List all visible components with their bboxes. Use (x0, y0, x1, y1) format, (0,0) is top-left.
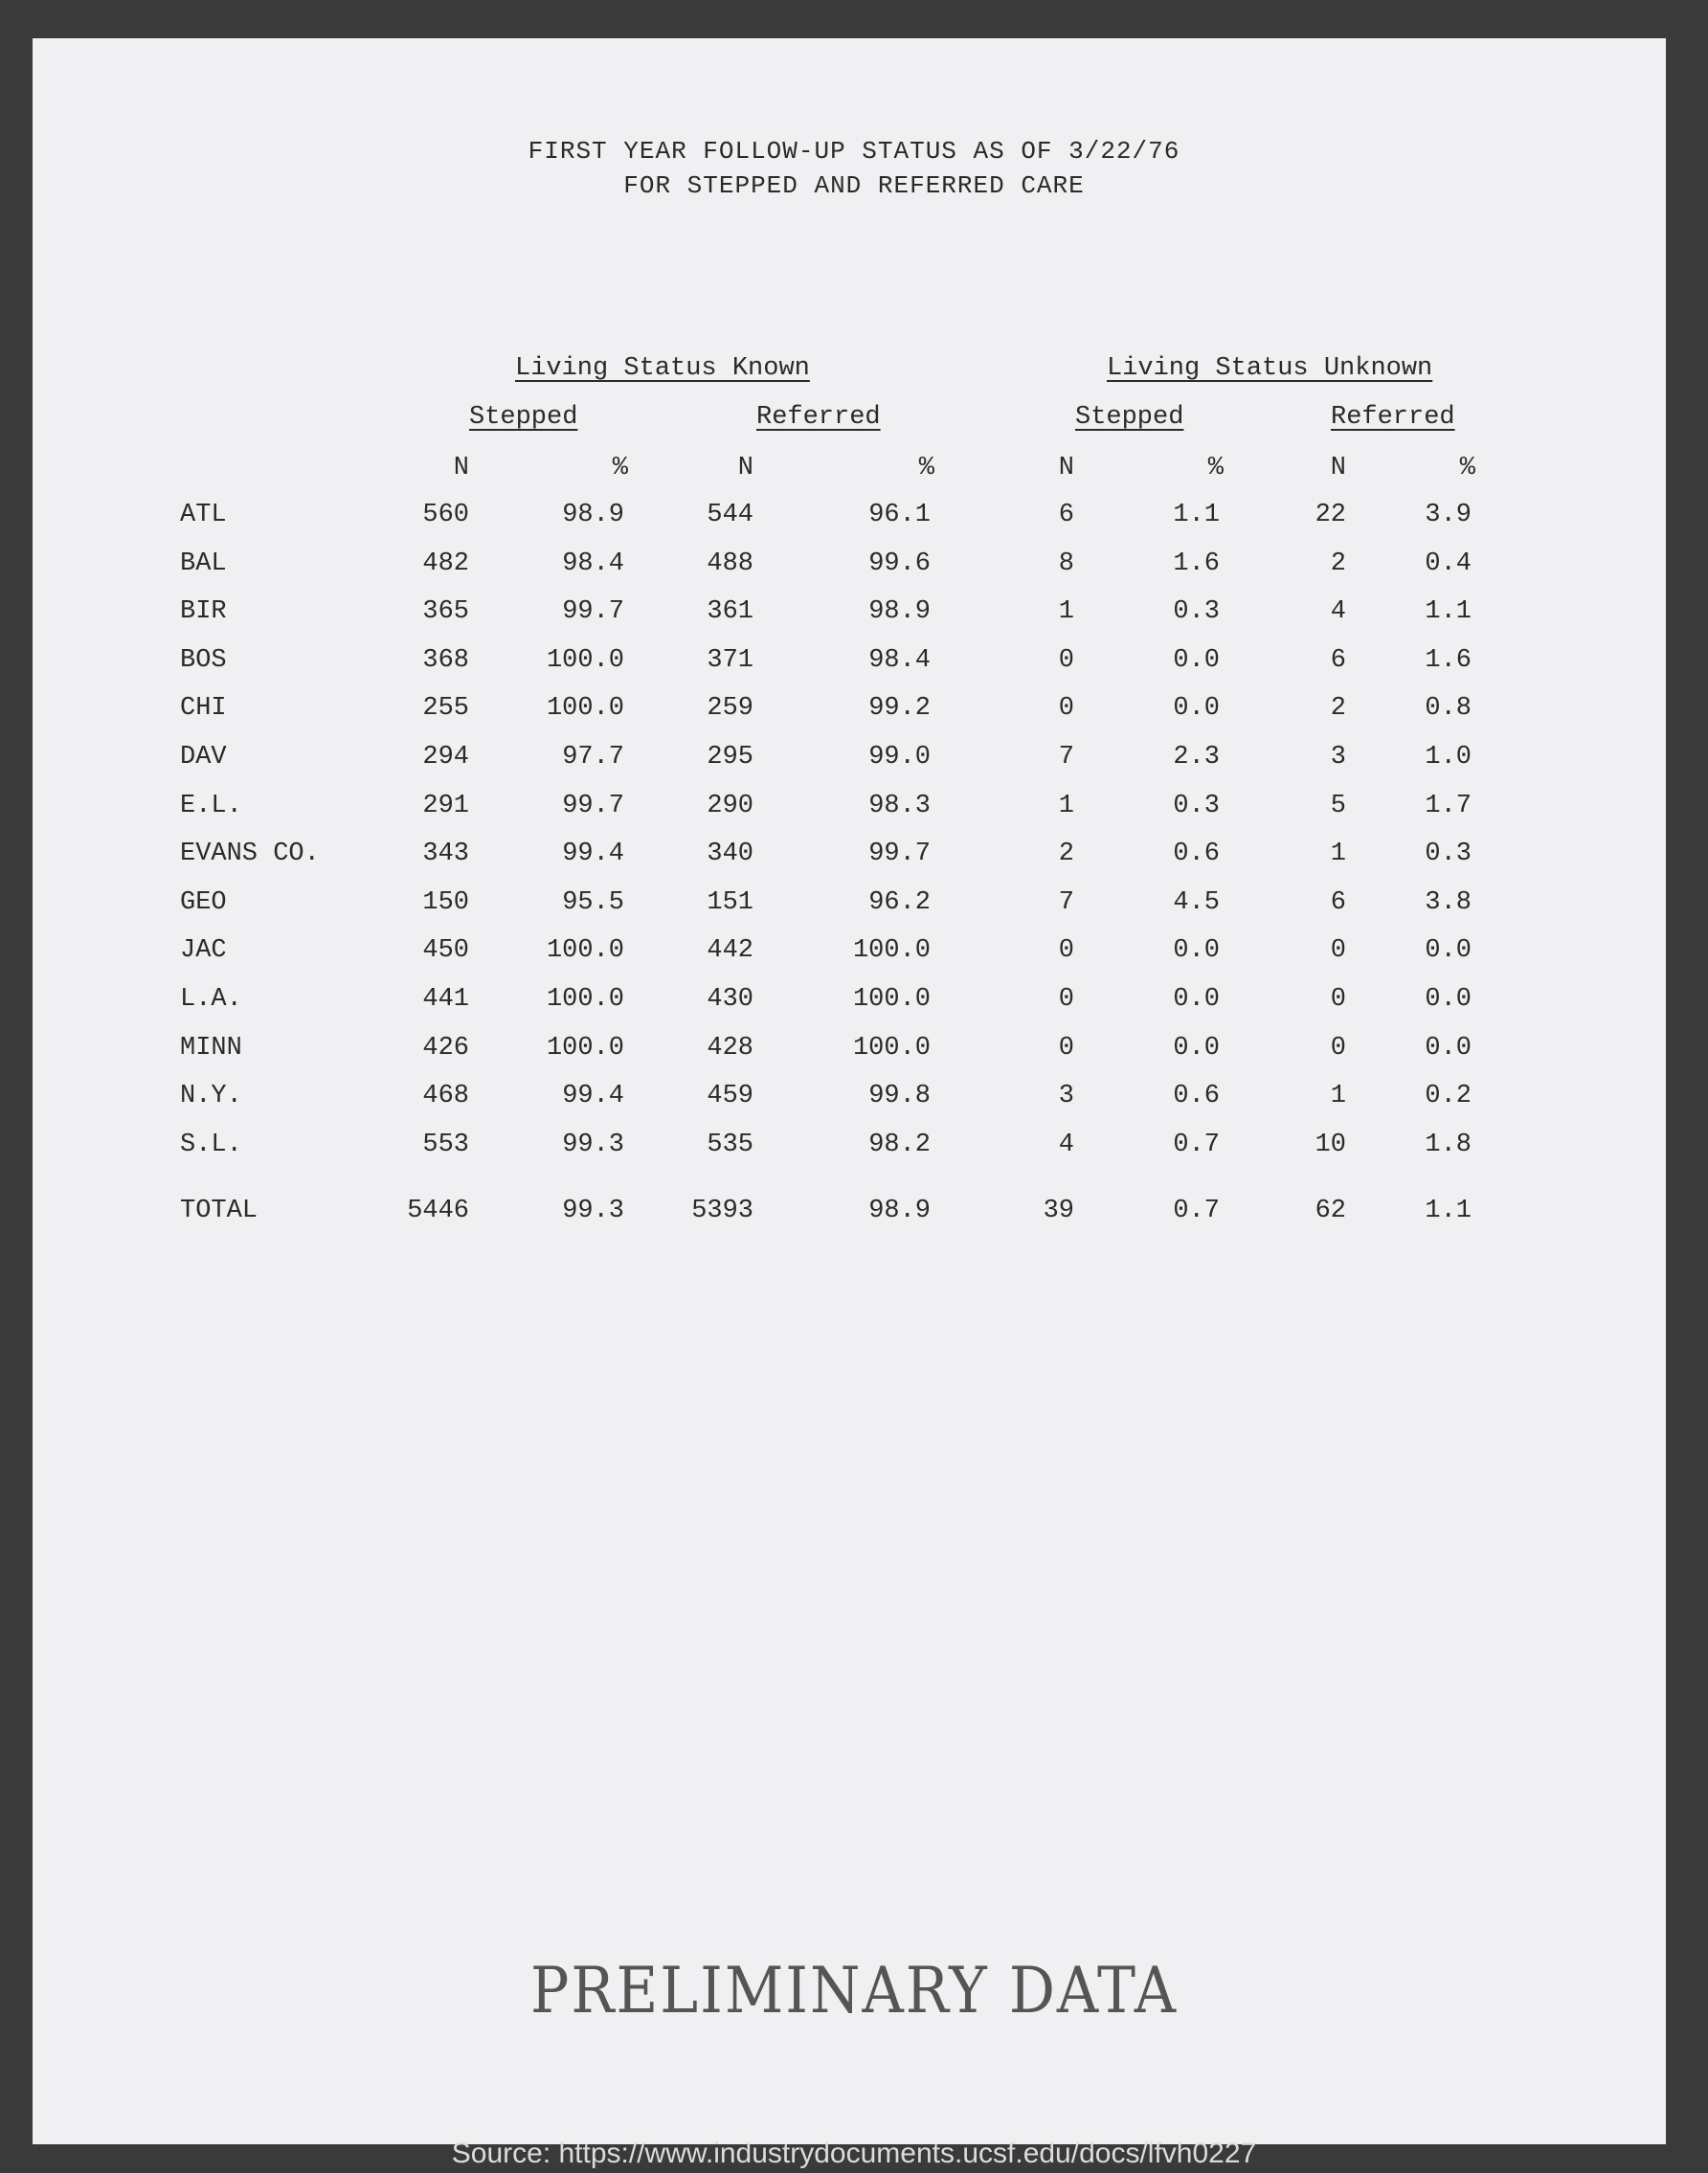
cell-known-stepped-n: 468 (422, 1082, 469, 1111)
cell-unknown-referred-n: 22 (1315, 501, 1346, 529)
cell-known-stepped-n: 294 (422, 743, 469, 772)
cell-unknown-stepped-pct: 0.0 (1173, 936, 1220, 966)
row-label: BIR (180, 597, 227, 627)
cell-known-stepped-n: 441 (422, 985, 469, 1014)
cell-known-stepped-pct: 99.7 (562, 791, 624, 820)
cell-known-stepped-n: 560 (422, 501, 469, 529)
subgroup-known-stepped: Stepped (469, 403, 578, 432)
cell-known-referred-pct: 100.0 (852, 985, 931, 1014)
preliminary-data-stamp: PRELIMINARY DATA (529, 1954, 1179, 2028)
cell-unknown-referred-pct: 0.0 (1425, 1033, 1472, 1063)
col-label-unknown-referred-n: N (1330, 454, 1346, 482)
cell-known-referred-n: 488 (707, 549, 753, 578)
cell-known-stepped-pct: 100.0 (546, 985, 624, 1014)
cell-unknown-referred-n: 2 (1330, 549, 1346, 578)
cell-known-stepped-n: 150 (422, 887, 469, 917)
total-unknown-referred-n: 62 (1315, 1197, 1346, 1225)
cell-unknown-stepped-pct: 0.0 (1173, 694, 1220, 724)
cell-known-referred-n: 544 (707, 501, 753, 529)
cell-known-stepped-n: 343 (422, 840, 469, 869)
cell-known-stepped-pct: 100.0 (546, 936, 624, 966)
col-label-known-stepped-pct: % (612, 454, 628, 482)
cell-known-stepped-pct: 99.4 (562, 840, 624, 869)
cell-unknown-referred-n: 4 (1330, 597, 1346, 627)
cell-known-referred-pct: 98.9 (868, 597, 931, 627)
cell-known-referred-pct: 98.2 (868, 1130, 931, 1159)
row-label: DAV (180, 743, 227, 772)
cell-unknown-stepped-n: 0 (1058, 985, 1074, 1014)
cell-known-referred-pct: 99.7 (868, 840, 931, 869)
cell-known-referred-n: 535 (707, 1130, 753, 1159)
row-label: BOS (180, 645, 227, 675)
cell-unknown-referred-n: 1 (1330, 840, 1346, 869)
cell-unknown-stepped-pct: 0.3 (1173, 791, 1220, 820)
cell-unknown-referred-pct: 0.8 (1425, 694, 1472, 724)
col-label-known-referred-pct: % (918, 454, 934, 482)
subgroup-unknown-stepped: Stepped (1075, 403, 1184, 432)
row-label: S.L. (180, 1130, 242, 1159)
cell-known-referred-n: 290 (707, 791, 753, 820)
cell-known-stepped-pct: 98.4 (562, 549, 624, 578)
cell-known-referred-pct: 99.0 (868, 743, 931, 772)
col-label-known-stepped-n: N (453, 454, 469, 482)
cell-known-referred-n: 430 (707, 985, 753, 1014)
cell-known-referred-pct: 98.4 (868, 645, 931, 675)
cell-unknown-stepped-n: 7 (1058, 743, 1074, 772)
cell-unknown-stepped-n: 4 (1058, 1130, 1074, 1159)
cell-unknown-referred-pct: 1.0 (1425, 743, 1472, 772)
total-label: TOTAL (180, 1197, 258, 1225)
source-footer: Source: https://www.industrydocuments.ucsf.edu/docs/lfvh0227 (451, 2138, 1257, 2169)
cell-known-stepped-pct: 100.0 (546, 1033, 624, 1063)
cell-known-stepped-n: 482 (422, 549, 469, 578)
cell-unknown-referred-n: 6 (1330, 645, 1346, 675)
cell-unknown-referred-pct: 3.9 (1425, 501, 1472, 529)
cell-known-referred-n: 340 (707, 840, 753, 869)
cell-known-stepped-pct: 100.0 (546, 645, 624, 675)
cell-unknown-referred-pct: 3.8 (1425, 887, 1472, 917)
cell-unknown-stepped-pct: 4.5 (1173, 887, 1220, 917)
cell-unknown-referred-pct: 1.8 (1425, 1130, 1472, 1159)
row-label: CHI (180, 694, 227, 724)
cell-known-stepped-pct: 95.5 (562, 887, 624, 917)
cell-known-stepped-pct: 97.7 (562, 743, 624, 772)
cell-unknown-referred-pct: 0.0 (1425, 936, 1472, 966)
cell-unknown-stepped-pct: 0.6 (1173, 1082, 1220, 1111)
cell-unknown-stepped-pct: 0.0 (1173, 985, 1220, 1014)
cell-known-stepped-pct: 99.4 (562, 1082, 624, 1111)
cell-unknown-stepped-pct: 0.0 (1173, 645, 1220, 675)
total-known-referred-pct: 98.9 (868, 1197, 931, 1225)
cell-known-referred-pct: 100.0 (852, 936, 931, 966)
subgroup-known-referred: Referred (756, 403, 881, 432)
group-header-unknown: Living Status Unknown (1107, 354, 1433, 383)
cell-known-stepped-pct: 99.7 (562, 597, 624, 627)
cell-unknown-stepped-pct: 2.3 (1173, 743, 1220, 772)
cell-unknown-referred-pct: 0.2 (1425, 1082, 1472, 1111)
cell-known-stepped-n: 426 (422, 1033, 469, 1063)
cell-unknown-referred-pct: 0.0 (1425, 985, 1472, 1014)
col-label-unknown-referred-pct: % (1459, 454, 1475, 482)
col-label-unknown-stepped-n: N (1058, 454, 1074, 482)
subgroup-unknown-referred: Referred (1331, 403, 1455, 432)
cell-known-referred-n: 442 (707, 936, 753, 966)
cell-unknown-referred-n: 2 (1330, 694, 1346, 724)
cell-unknown-referred-n: 10 (1315, 1130, 1346, 1159)
cell-known-referred-n: 361 (707, 597, 753, 627)
col-label-unknown-stepped-pct: % (1207, 454, 1224, 482)
cell-known-stepped-n: 553 (422, 1130, 469, 1159)
cell-unknown-stepped-n: 0 (1058, 1033, 1074, 1063)
cell-known-referred-n: 428 (707, 1033, 753, 1063)
cell-unknown-referred-n: 5 (1330, 791, 1346, 820)
cell-unknown-referred-pct: 1.6 (1425, 645, 1472, 675)
cell-unknown-stepped-n: 0 (1058, 645, 1074, 675)
cell-unknown-stepped-pct: 0.3 (1173, 597, 1220, 627)
cell-known-referred-n: 371 (707, 645, 753, 675)
total-known-stepped-pct: 99.3 (562, 1197, 624, 1225)
cell-known-referred-n: 459 (707, 1082, 753, 1111)
row-label: E.L. (180, 791, 242, 820)
row-label: GEO (180, 887, 227, 917)
group-header-known: Living Status Known (515, 354, 810, 383)
cell-known-stepped-n: 255 (422, 694, 469, 724)
cell-known-stepped-n: 291 (422, 791, 469, 820)
row-label: EVANS CO. (180, 840, 320, 869)
cell-unknown-stepped-n: 1 (1058, 597, 1074, 627)
cell-known-referred-pct: 96.1 (868, 501, 931, 529)
title-line-2: FOR STEPPED AND REFERRED CARE (623, 171, 1085, 200)
cell-known-referred-pct: 99.8 (868, 1082, 931, 1111)
cell-unknown-stepped-n: 8 (1058, 549, 1074, 578)
cell-known-stepped-pct: 99.3 (562, 1130, 624, 1159)
cell-unknown-referred-pct: 0.3 (1425, 840, 1472, 869)
cell-unknown-stepped-pct: 1.1 (1173, 501, 1220, 529)
cell-known-referred-pct: 99.6 (868, 549, 931, 578)
cell-known-stepped-pct: 100.0 (546, 694, 624, 724)
total-known-referred-n: 5393 (691, 1197, 753, 1225)
row-label: BAL (180, 549, 227, 578)
row-label: ATL (180, 501, 227, 529)
cell-unknown-stepped-pct: 0.7 (1173, 1130, 1220, 1159)
row-label: L.A. (180, 985, 242, 1014)
cell-known-stepped-n: 450 (422, 936, 469, 966)
cell-unknown-referred-n: 3 (1330, 743, 1346, 772)
cell-unknown-stepped-pct: 1.6 (1173, 549, 1220, 578)
cell-unknown-stepped-n: 1 (1058, 791, 1074, 820)
row-label: JAC (180, 936, 227, 966)
cell-unknown-stepped-pct: 0.6 (1173, 840, 1220, 869)
cell-known-referred-n: 295 (707, 743, 753, 772)
row-label: MINN (180, 1033, 242, 1063)
cell-unknown-stepped-n: 3 (1058, 1082, 1074, 1111)
cell-unknown-stepped-n: 6 (1058, 501, 1074, 529)
cell-unknown-stepped-n: 2 (1058, 840, 1074, 869)
cell-known-referred-pct: 100.0 (852, 1033, 931, 1063)
cell-unknown-referred-n: 6 (1330, 887, 1346, 917)
cell-unknown-referred-n: 0 (1330, 1033, 1346, 1063)
total-unknown-referred-pct: 1.1 (1425, 1197, 1472, 1225)
cell-known-referred-pct: 98.3 (868, 791, 931, 820)
cell-unknown-referred-n: 0 (1330, 985, 1346, 1014)
cell-known-stepped-n: 365 (422, 597, 469, 627)
cell-unknown-stepped-n: 7 (1058, 887, 1074, 917)
total-unknown-stepped-pct: 0.7 (1173, 1197, 1220, 1225)
cell-known-stepped-pct: 98.9 (562, 501, 624, 529)
col-label-known-referred-n: N (737, 454, 753, 482)
cell-unknown-stepped-n: 0 (1058, 694, 1074, 724)
cell-known-referred-n: 151 (707, 887, 753, 917)
total-known-stepped-n: 5446 (407, 1197, 469, 1225)
cell-known-referred-pct: 96.2 (868, 887, 931, 917)
cell-known-referred-pct: 99.2 (868, 694, 931, 724)
cell-known-stepped-n: 368 (422, 645, 469, 675)
cell-unknown-stepped-n: 0 (1058, 936, 1074, 966)
document-title (0, 134, 1708, 203)
cell-unknown-referred-pct: 1.1 (1425, 597, 1472, 627)
row-label: N.Y. (180, 1082, 242, 1111)
cell-unknown-referred-n: 0 (1330, 936, 1346, 966)
total-unknown-stepped-n: 39 (1043, 1197, 1074, 1225)
cell-unknown-referred-pct: 0.4 (1425, 549, 1472, 578)
cell-unknown-stepped-pct: 0.0 (1173, 1033, 1220, 1063)
cell-unknown-referred-pct: 1.7 (1425, 791, 1472, 820)
cell-unknown-referred-n: 1 (1330, 1082, 1346, 1111)
cell-known-referred-n: 259 (707, 694, 753, 724)
title-line-1: FIRST YEAR FOLLOW-UP STATUS AS OF 3/22/76 (528, 137, 1180, 166)
